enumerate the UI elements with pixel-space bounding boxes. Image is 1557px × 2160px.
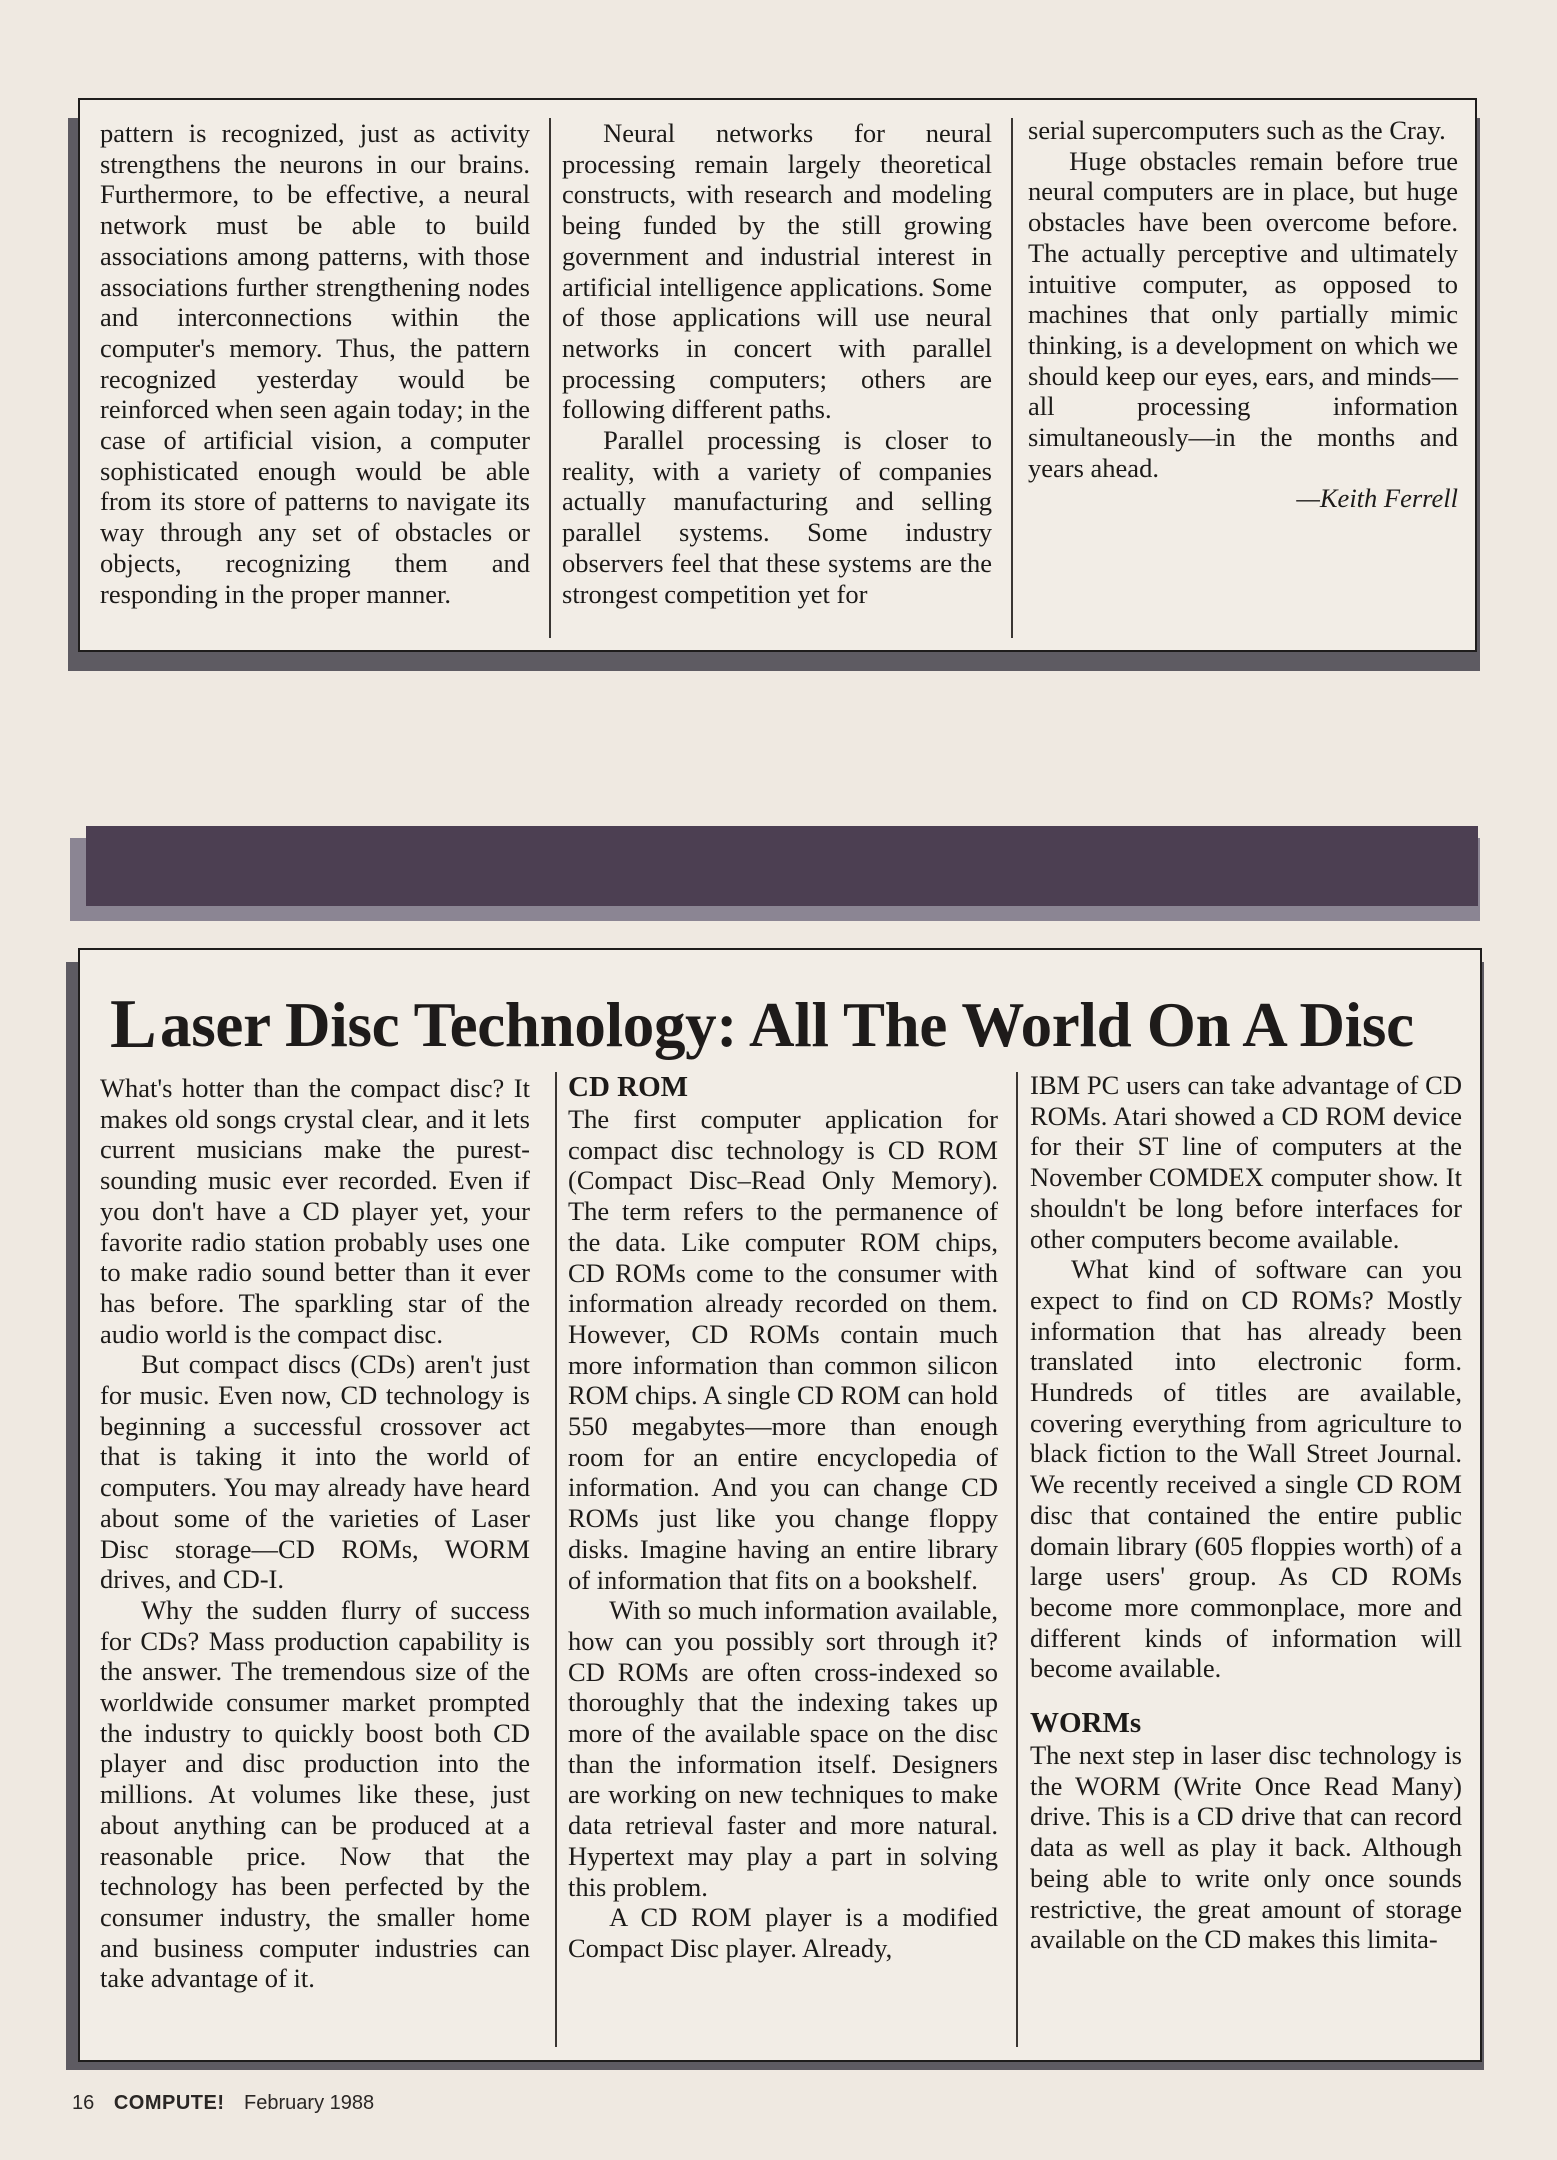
paragraph: serial supercomputers such as the Cray.	[1028, 115, 1446, 145]
section-heading: CD ROM	[568, 1071, 689, 1103]
paragraph: IBM PC users can take advantage of CD ROMs. Atari showed a CD ROM device for their ST line of computers at the November COMDEX computer show. It shouldn't be long before interfaces for other computers become available.	[1030, 1070, 1462, 1254]
paragraph: The first computer application for compact disc technology is CD ROM (Compact Disc–Read Only Memory). The term refers to the permanence of the data. Like computer ROM chips, CD ROMs come to the consumer with information already recorded on them. However, CD ROMs contain much more information than common silicon ROM chips. A single CD ROM can hold 550 megabytes—more than enough room for an entire encyclopedia of information. And you can change CD ROMs just like you change floppy disks. Imagine having an entire library of information that fits on a bookshelf.	[568, 1104, 998, 1595]
paragraph: pattern is recognized, just as activity strengthens the neurons in our brains. Furthermore, to be effective, a neural network must be able to build associations among patterns, with those associations further strengthening nodes and interconnections within the computer's memory. Thus, the pattern recognized yesterday would be reinforced when seen again today; in the case of artificial vision, a computer sophisticated enough would be able from its store of patterns to navigate its way through any set of obstacles or objects, recognizing them and responding in the proper manner.	[100, 118, 530, 609]
section-band	[86, 826, 1478, 906]
column-divider	[549, 118, 551, 638]
page-number: 16	[72, 2092, 95, 2114]
top-article-column-2	[562, 118, 992, 609]
column-divider	[1016, 1072, 1018, 2047]
paragraph: Why the sudden flurry of success for CDs? Mass production capability is the answer. The tremendous size of the worldwide consumer market prompted the industry to quickly boost both CD player and disc production into the millions. At volumes like these, just about anything can be produced at a reasonable price. Now that the technology has been perfected by the consumer industry, the smaller home and business computer industries can take advantage of it.	[100, 1594, 530, 1994]
laser-article-column-3	[1030, 1070, 1462, 1955]
column-divider	[1011, 118, 1013, 638]
title-text: aser Disc Technology: All The World On A Disc	[160, 990, 1414, 1060]
top-article-column-1	[100, 118, 530, 609]
top-article-column-3	[1028, 115, 1458, 514]
page-footer	[72, 2092, 374, 2115]
magazine-name: COMPUTE!	[113, 2092, 225, 2114]
paragraph: The next step in laser disc technology is the WORM (Write Once Read Many) drive. This is a CD drive that can record data as well as play it back. Although being able to write only once sounds restrictive, the great amount of storage available on the CD makes this limita-	[1030, 1740, 1462, 1955]
section-heading: WORMs	[1030, 1707, 1142, 1740]
paragraph: What's hotter than the compact disc? It makes old songs crystal clear, and it lets current musicians make the purest-sounding music ever recorded. Even if you don't have a CD player yet, your favorite radio station probably uses one to make radio sound better than it ever has before. The sparkling star of the audio world is the compact disc.	[100, 1073, 530, 1349]
title-initial: L	[110, 986, 157, 1063]
paragraph: What kind of software can you expect to find on CD ROMs? Mostly information that has already been translated into electronic form. Hundreds of titles are available, covering everything from agriculture to black fiction to the Wall Street Journal. We recently received a single CD ROM disc that contained the entire public domain library (605 floppies worth) of a large users' group. As CD ROMs become more commonplace, more and different kinds of information will become available.	[1030, 1254, 1462, 1684]
issue-date: February 1988	[244, 2092, 375, 2114]
paragraph: A CD ROM player is a modified Compact Disc player. Already,	[568, 1902, 998, 1963]
article-title	[160, 988, 1557, 1062]
paragraph: With so much information available, how can you possibly sort through it? CD ROMs are often cross-indexed so thoroughly that the indexing takes up more of the available space on the disc than the information itself. Designers are working on new techniques to make data retrieval faster and more natural. Hypertext may play a part in solving this problem.	[568, 1595, 998, 1902]
laser-article-column-2	[568, 1070, 998, 1964]
laser-article-column-1	[100, 1073, 530, 1994]
paragraph: Huge obstacles remain before true neural computers are in place, but huge obstacles have been overcome before. The actually perceptive and ultimately intuitive computer, as opposed to machines that only partially mimic thinking, is a development on which we should keep our eyes, ears, and minds—all processing information simultaneously—in the months and years ahead.	[1028, 145, 1458, 483]
author-signature: —Keith Ferrell	[1296, 483, 1458, 514]
paragraph: Parallel processing is closer to reality, with a variety of companies actually manufacturing and selling parallel systems. Some industry observers feel that these systems are the strongest competition yet for	[562, 425, 992, 609]
column-divider	[555, 1072, 557, 2047]
paragraph: Neural networks for neural processing remain largely theoretical constructs, with research and modeling being funded by the still growing government and industrial interest in artificial intelligence applications. Some of those applications will use neural networks in concert with parallel processing computers; others are following different paths.	[562, 118, 992, 425]
paragraph: But compact discs (CDs) aren't just for music. Even now, CD technology is beginning a successful crossover act that is taking it into the world of computers. You may already have heard about some of the varieties of Laser Disc storage—CD ROMs, WORM drives, and CD-I.	[100, 1349, 530, 1595]
